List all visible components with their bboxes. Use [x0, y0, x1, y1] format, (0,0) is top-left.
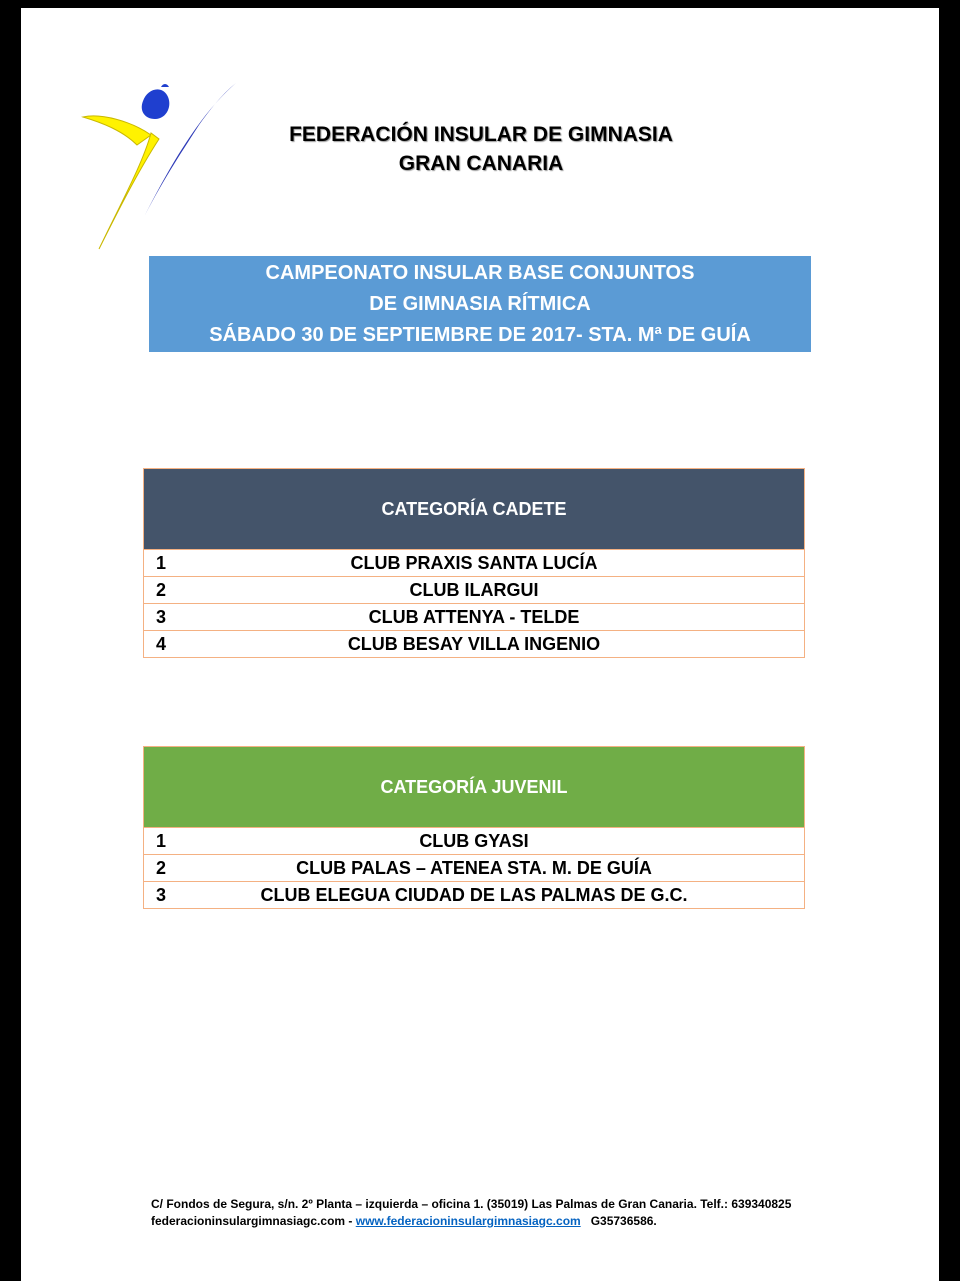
club-cell: CLUB PALAS – ATENEA STA. M. DE GUÍA [296, 857, 652, 878]
club-cell: CLUB BESAY VILLA INGENIO [347, 633, 601, 654]
table-row [144, 576, 804, 603]
event-title-line1: CAMPEONATO INSULAR BASE CONJUNTOS [265, 262, 695, 284]
club-cell: CLUB GYASI [419, 830, 529, 851]
org-title-line2: GRAN CANARIA [398, 152, 564, 175]
organization-title [221, 120, 741, 178]
table-row [144, 549, 804, 576]
club-cell: CLUB PRAXIS SANTA LUCÍA [350, 552, 598, 573]
footer-cif: G35736586. [590, 1214, 657, 1228]
event-title-line2: DE GIMNASIA RÍTMICA [369, 293, 591, 315]
table-row [144, 854, 804, 881]
footer-separator: - [345, 1214, 356, 1228]
footer-contact [151, 1213, 851, 1230]
document-page [21, 8, 939, 1281]
cadete-table-header: CATEGORÍA CADETE [144, 469, 804, 549]
table-row [144, 827, 804, 854]
event-banner [149, 256, 811, 352]
org-title-line1: FEDERACIÓN INSULAR DE GIMNASIA [289, 123, 673, 146]
juvenil-table [143, 746, 805, 909]
position-cell: 2 [156, 857, 167, 878]
table-row [144, 603, 804, 630]
position-cell: 4 [156, 633, 167, 654]
position-cell: 3 [156, 884, 167, 905]
gymnast-logo-icon [81, 73, 241, 251]
juvenil-table-header: CATEGORÍA JUVENIL [144, 747, 804, 827]
table-row [144, 881, 804, 908]
club-cell: CLUB ELEGUA CIUDAD DE LAS PALMAS DE G.C. [260, 884, 688, 905]
cadete-table [143, 468, 805, 658]
website-link[interactable]: www.federacioninsulargimnasiagc.com [355, 1214, 581, 1228]
footer-email: federacioninsulargimnasiagc.com [151, 1214, 346, 1228]
club-cell: CLUB ILARGUI [409, 579, 539, 600]
club-cell: CLUB ATTENYA - TELDE [368, 606, 580, 627]
table-row [144, 630, 804, 657]
footer-address: C/ Fondos de Segura, s/n. 2º Planta – izquierda – oficina 1. (35019) Las Palmas de Gran Canaria. Telf.: 639340825 [151, 1197, 792, 1211]
position-cell: 1 [156, 830, 167, 851]
position-cell: 2 [156, 579, 167, 600]
event-date-location: SÁBADO 30 DE SEPTIEMBRE DE 2017- STA. Mª DE GUÍA [209, 324, 751, 346]
position-cell: 3 [156, 606, 167, 627]
position-cell: 1 [156, 552, 167, 573]
footer [151, 1196, 851, 1230]
